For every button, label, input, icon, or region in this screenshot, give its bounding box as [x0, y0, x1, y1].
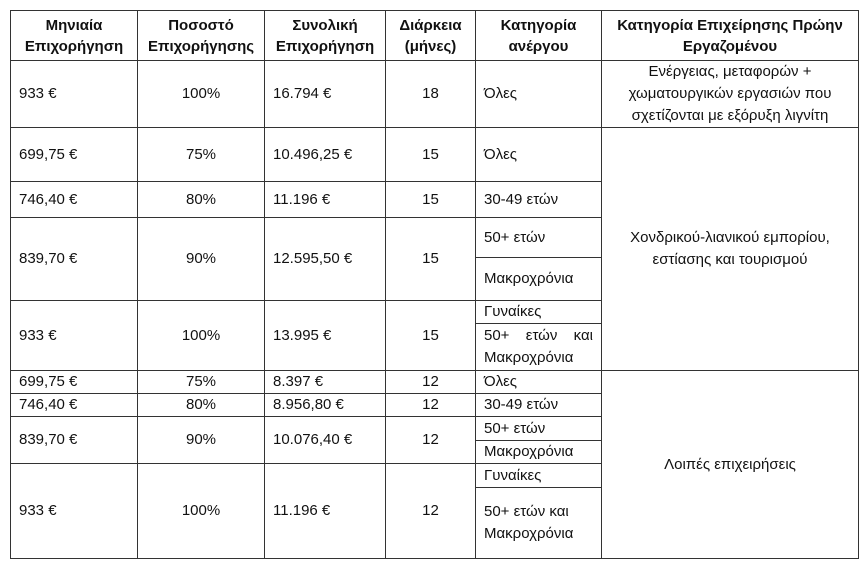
percent-cell: 80%	[138, 394, 265, 417]
total-cell: 13.995 €	[265, 301, 386, 371]
category-cell: Μακροχρόνια	[476, 258, 602, 301]
percent-cell: 100%	[138, 61, 265, 128]
category-cell: 30-49 ετών	[476, 394, 602, 417]
header-row	[11, 11, 859, 61]
total-cell: 10.076,40 €	[265, 417, 386, 464]
table-row	[11, 371, 859, 394]
monthly-cell: 699,75 €	[11, 128, 138, 182]
months-cell: 12	[386, 417, 476, 464]
months-cell: 15	[386, 128, 476, 182]
total-cell: 16.794 €	[265, 61, 386, 128]
months-cell: 12	[386, 464, 476, 559]
category-cell: 30-49 ετών	[476, 182, 602, 218]
months-cell: 18	[386, 61, 476, 128]
months-cell: 12	[386, 371, 476, 394]
category-cell: 50+ ετών και Μακροχρόνια	[476, 324, 602, 371]
header-months: Διάρκεια (μήνες)	[386, 11, 476, 61]
total-cell: 8.956,80 €	[265, 394, 386, 417]
category-cell: Γυναίκες	[476, 301, 602, 324]
category-cell: Γυναίκες	[476, 464, 602, 488]
category-cell: 50+ ετών και Μακροχρόνια	[476, 488, 602, 559]
percent-cell: 100%	[138, 301, 265, 371]
total-cell: 11.196 €	[265, 182, 386, 218]
subsidy-table	[10, 10, 859, 559]
monthly-cell: 839,70 €	[11, 417, 138, 464]
category-cell: Όλες	[476, 371, 602, 394]
monthly-cell: 933 €	[11, 61, 138, 128]
table-row	[11, 128, 859, 182]
months-cell: 12	[386, 394, 476, 417]
business-category-cell: Λοιπές επιχειρήσεις	[602, 371, 859, 559]
header-monthly: Μηνιαία Επιχορήγηση	[11, 11, 138, 61]
business-category-cell: Ενέργειας, μεταφορών + χωματουργικών εργασιών που σχετίζονται με εξόρυξη λιγνίτη	[602, 61, 859, 128]
monthly-cell: 746,40 €	[11, 182, 138, 218]
months-cell: 15	[386, 218, 476, 301]
total-cell: 11.196 €	[265, 464, 386, 559]
monthly-cell: 746,40 €	[11, 394, 138, 417]
percent-cell: 90%	[138, 218, 265, 301]
monthly-cell: 933 €	[11, 301, 138, 371]
header-unemployed-category: Κατηγορία ανέργου	[476, 11, 602, 61]
category-cell: Όλες	[476, 61, 602, 128]
category-cell: 50+ ετών	[476, 417, 602, 441]
monthly-cell: 839,70 €	[11, 218, 138, 301]
percent-cell: 75%	[138, 371, 265, 394]
months-cell: 15	[386, 182, 476, 218]
percent-cell: 75%	[138, 128, 265, 182]
header-percent: Ποσοστό Επιχορήγησης	[138, 11, 265, 61]
percent-cell: 80%	[138, 182, 265, 218]
percent-cell: 90%	[138, 417, 265, 464]
header-business-category: Κατηγορία Επιχείρησης Πρώην Εργαζομένου	[602, 11, 859, 61]
percent-cell: 100%	[138, 464, 265, 559]
monthly-cell: 699,75 €	[11, 371, 138, 394]
category-cell: 50+ ετών	[476, 218, 602, 258]
total-cell: 10.496,25 €	[265, 128, 386, 182]
total-cell: 12.595,50 €	[265, 218, 386, 301]
header-total: Συνολική Επιχορήγηση	[265, 11, 386, 61]
business-category-cell: Χονδρικού-λιανικού εμπορίου, εστίασης και τουρισμού	[602, 128, 859, 371]
monthly-cell: 933 €	[11, 464, 138, 559]
total-cell: 8.397 €	[265, 371, 386, 394]
category-cell: Μακροχρόνια	[476, 441, 602, 464]
months-cell: 15	[386, 301, 476, 371]
table-row	[11, 61, 859, 128]
category-cell: Όλες	[476, 128, 602, 182]
